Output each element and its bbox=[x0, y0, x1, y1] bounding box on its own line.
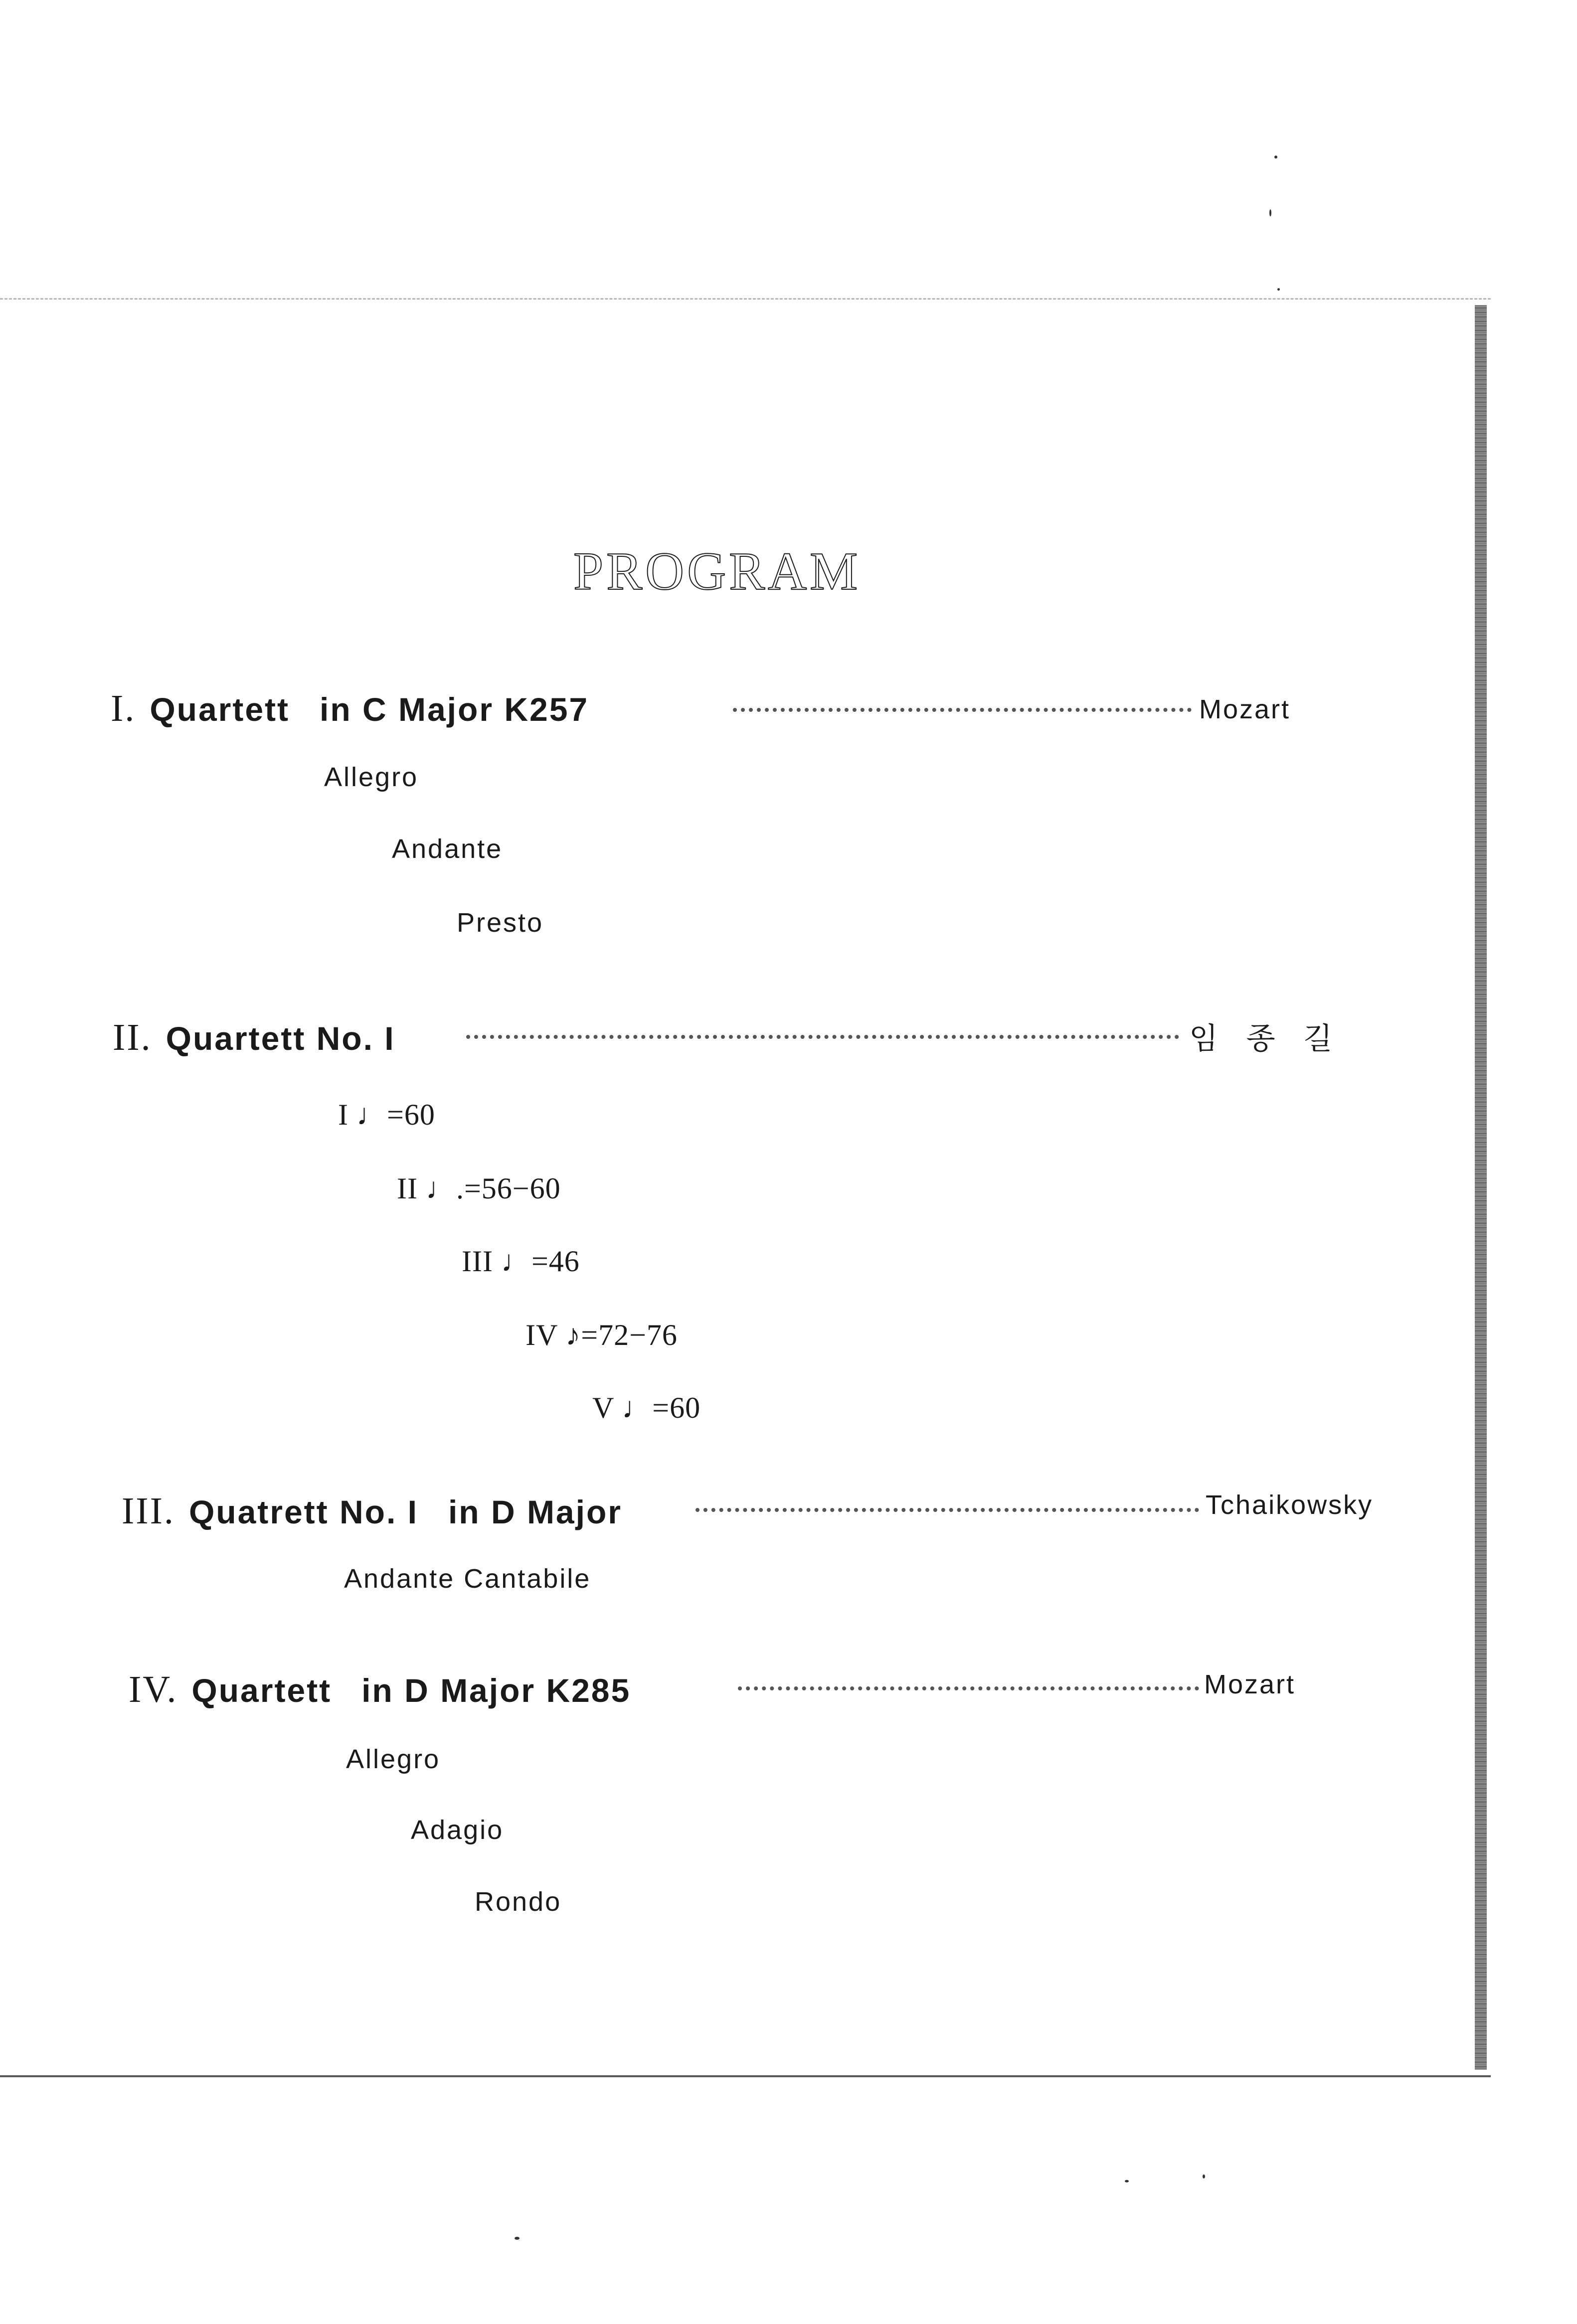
dust-speck bbox=[1269, 209, 1271, 216]
dust-speck bbox=[515, 2237, 520, 2240]
item-numeral: III. bbox=[122, 1490, 175, 1532]
top-page-rule bbox=[0, 298, 1491, 300]
program-item-2-heading bbox=[113, 1016, 395, 1066]
dot-leader bbox=[466, 1035, 1179, 1039]
page-title: PROGRAM bbox=[573, 542, 861, 601]
item-work-title: Quartett No. I bbox=[166, 1020, 395, 1057]
item-composer: Mozart bbox=[1204, 1669, 1296, 1699]
movement: I ♩=60 bbox=[338, 1098, 435, 1131]
movement: Presto bbox=[457, 908, 544, 938]
program-item-4-heading bbox=[129, 1668, 631, 1718]
dust-speck bbox=[1277, 288, 1280, 291]
item-work-title: Quartett bbox=[150, 691, 290, 728]
movement: II ♩.=56−60 bbox=[397, 1172, 561, 1205]
item-composer: Tchaikowsky bbox=[1206, 1490, 1374, 1520]
item-numeral: IV. bbox=[129, 1668, 178, 1710]
movement: III ♩=46 bbox=[462, 1245, 580, 1278]
item-key: in C Major K257 bbox=[320, 691, 589, 728]
item-numeral: I. bbox=[111, 687, 136, 729]
movement: Andante bbox=[392, 834, 503, 864]
dot-leader bbox=[696, 1508, 1199, 1512]
page-edge-shadow bbox=[1475, 305, 1487, 2070]
dot-leader bbox=[738, 1686, 1199, 1690]
program-item-1-heading bbox=[111, 687, 589, 737]
movement: Allegro bbox=[346, 1744, 441, 1774]
item-work-title: Quartett bbox=[191, 1672, 332, 1709]
dust-speck bbox=[1125, 2180, 1129, 2182]
item-composer: 임 종 길 bbox=[1189, 1022, 1343, 1055]
item-numeral: II. bbox=[113, 1016, 152, 1058]
movement: IV ♪=72−76 bbox=[526, 1319, 678, 1351]
program-item-3-heading bbox=[122, 1490, 622, 1539]
bottom-page-rule bbox=[0, 2075, 1491, 2077]
movement: Adagio bbox=[411, 1815, 504, 1845]
movement: Allegro bbox=[324, 762, 419, 792]
item-key: in D Major K285 bbox=[361, 1672, 631, 1709]
dust-speck bbox=[1203, 2174, 1205, 2178]
movement: Andante Cantabile bbox=[344, 1564, 591, 1594]
dot-leader bbox=[733, 708, 1192, 712]
item-work-title: Quatrett No. I bbox=[188, 1494, 418, 1530]
movement: Rondo bbox=[475, 1887, 562, 1917]
dust-speck bbox=[1274, 156, 1277, 159]
movement: V ♩=60 bbox=[592, 1391, 701, 1424]
item-key: in D Major bbox=[448, 1494, 622, 1530]
item-composer: Mozart bbox=[1199, 694, 1291, 724]
